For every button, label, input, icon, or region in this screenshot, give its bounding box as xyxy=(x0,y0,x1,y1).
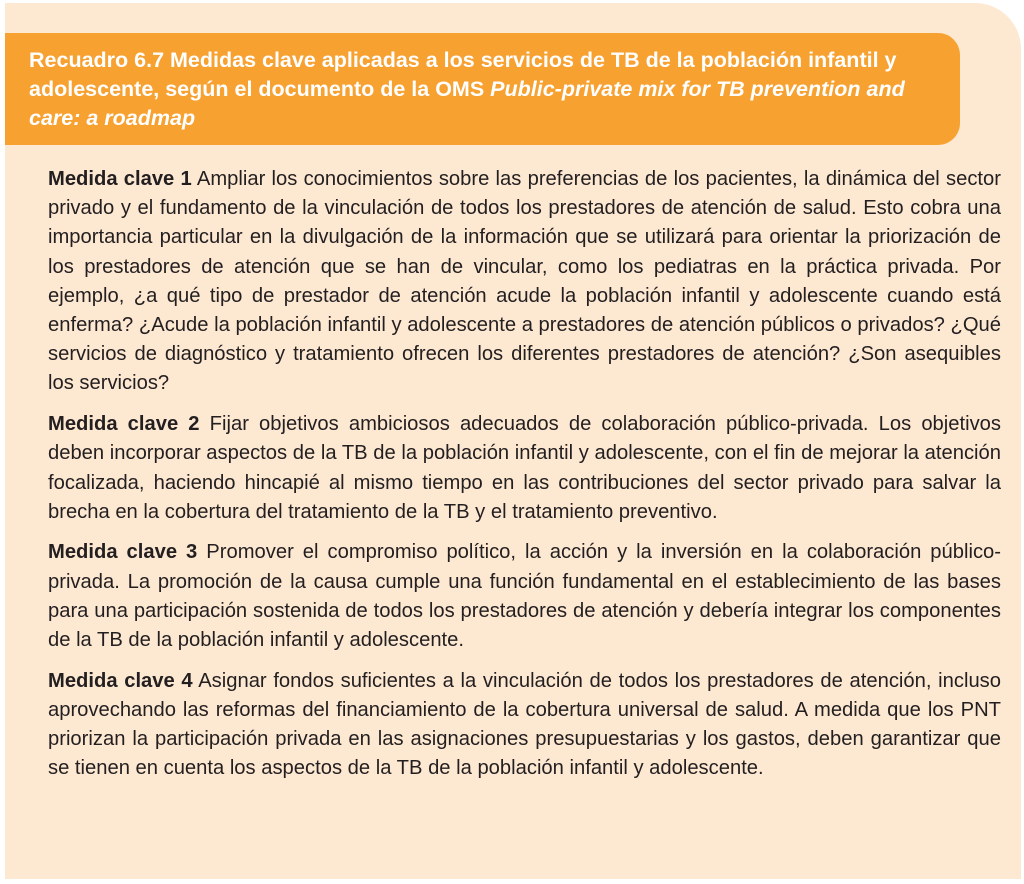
box-content xyxy=(48,165,1001,795)
measure-3-label: Medida clave 3 xyxy=(48,541,198,564)
box-title: Recuadro 6.7 Medidas clave aplicadas a los servicios de TB de la población infantil y adolescente, según el documento de la OMS xyxy=(29,48,897,101)
text-box xyxy=(5,3,1021,879)
measure-2-label: Medida clave 2 xyxy=(48,413,200,436)
measure-2-text: Fijar objetivos ambiciosos adecuados de colaboración público-privada. Los objetivos deben incorporar aspectos de la TB de la población infantil y adolescente, con el fin de mejorar la atención focalizada, haciendo hincapié al mismo tiempo en las contribuciones del sector privado para salvar la brecha en la cobertura del tratamiento de la TB y el tratamiento preventivo. xyxy=(48,413,1002,523)
box-title-document-name: Public-private mix for TB prevention and care: a roadmap xyxy=(29,77,905,130)
measure-1 xyxy=(48,165,1001,399)
measure-3-text: Promover el compromiso político, la acción y la inversión en la colaboración público-privada. La promoción de la causa cumple una función fundamental en el establecimiento de las bases para una participación sostenida de todos los prestadores de atención y debería integrar los componentes de la TB de la población infantil y adolescente. xyxy=(48,541,1001,652)
measure-3 xyxy=(48,538,1001,655)
measure-2 xyxy=(48,410,1001,527)
box-header xyxy=(5,33,960,145)
measure-1-text: Ampliar los conocimientos sobre las preferencias de los pacientes, la dinámica del sector privado y el fundamento de la vinculación de todos los prestadores de atención de salud. Esto cobra una importancia particular en la divulgación de la información que se utilizará para orientar la priorización de los prestadores de atención que se han de vincular, como los pediatras en la práctica privada. Por ejemplo, ¿a qué tipo de prestador de atención acude la población infantil y adolescente cuando está enferma? ¿Acude la población infantil y adolescente a prestadores de atención públicos o privados? ¿Qué servicios de diagnóstico y tratamiento ofrecen los diferentes prestadores de atención? ¿Son asequibles los servicios? xyxy=(48,168,1001,395)
measure-1-label: Medida clave 1 xyxy=(48,168,192,190)
measure-4 xyxy=(48,667,1001,784)
measure-4-text: Asignar fondos suficientes a la vinculación de todos los prestadores de atención, incluso aprovechando las reformas del financiamiento de la cobertura universal de salud. A medida que los PNT priorizan la participación privada en las asignaciones presupuestarias y los gastos, deben garantizar que se tienen en cuenta los aspectos de la TB de la población infantil y adolescente. xyxy=(48,669,1001,780)
measure-4-label: Medida clave 4 xyxy=(48,669,193,692)
